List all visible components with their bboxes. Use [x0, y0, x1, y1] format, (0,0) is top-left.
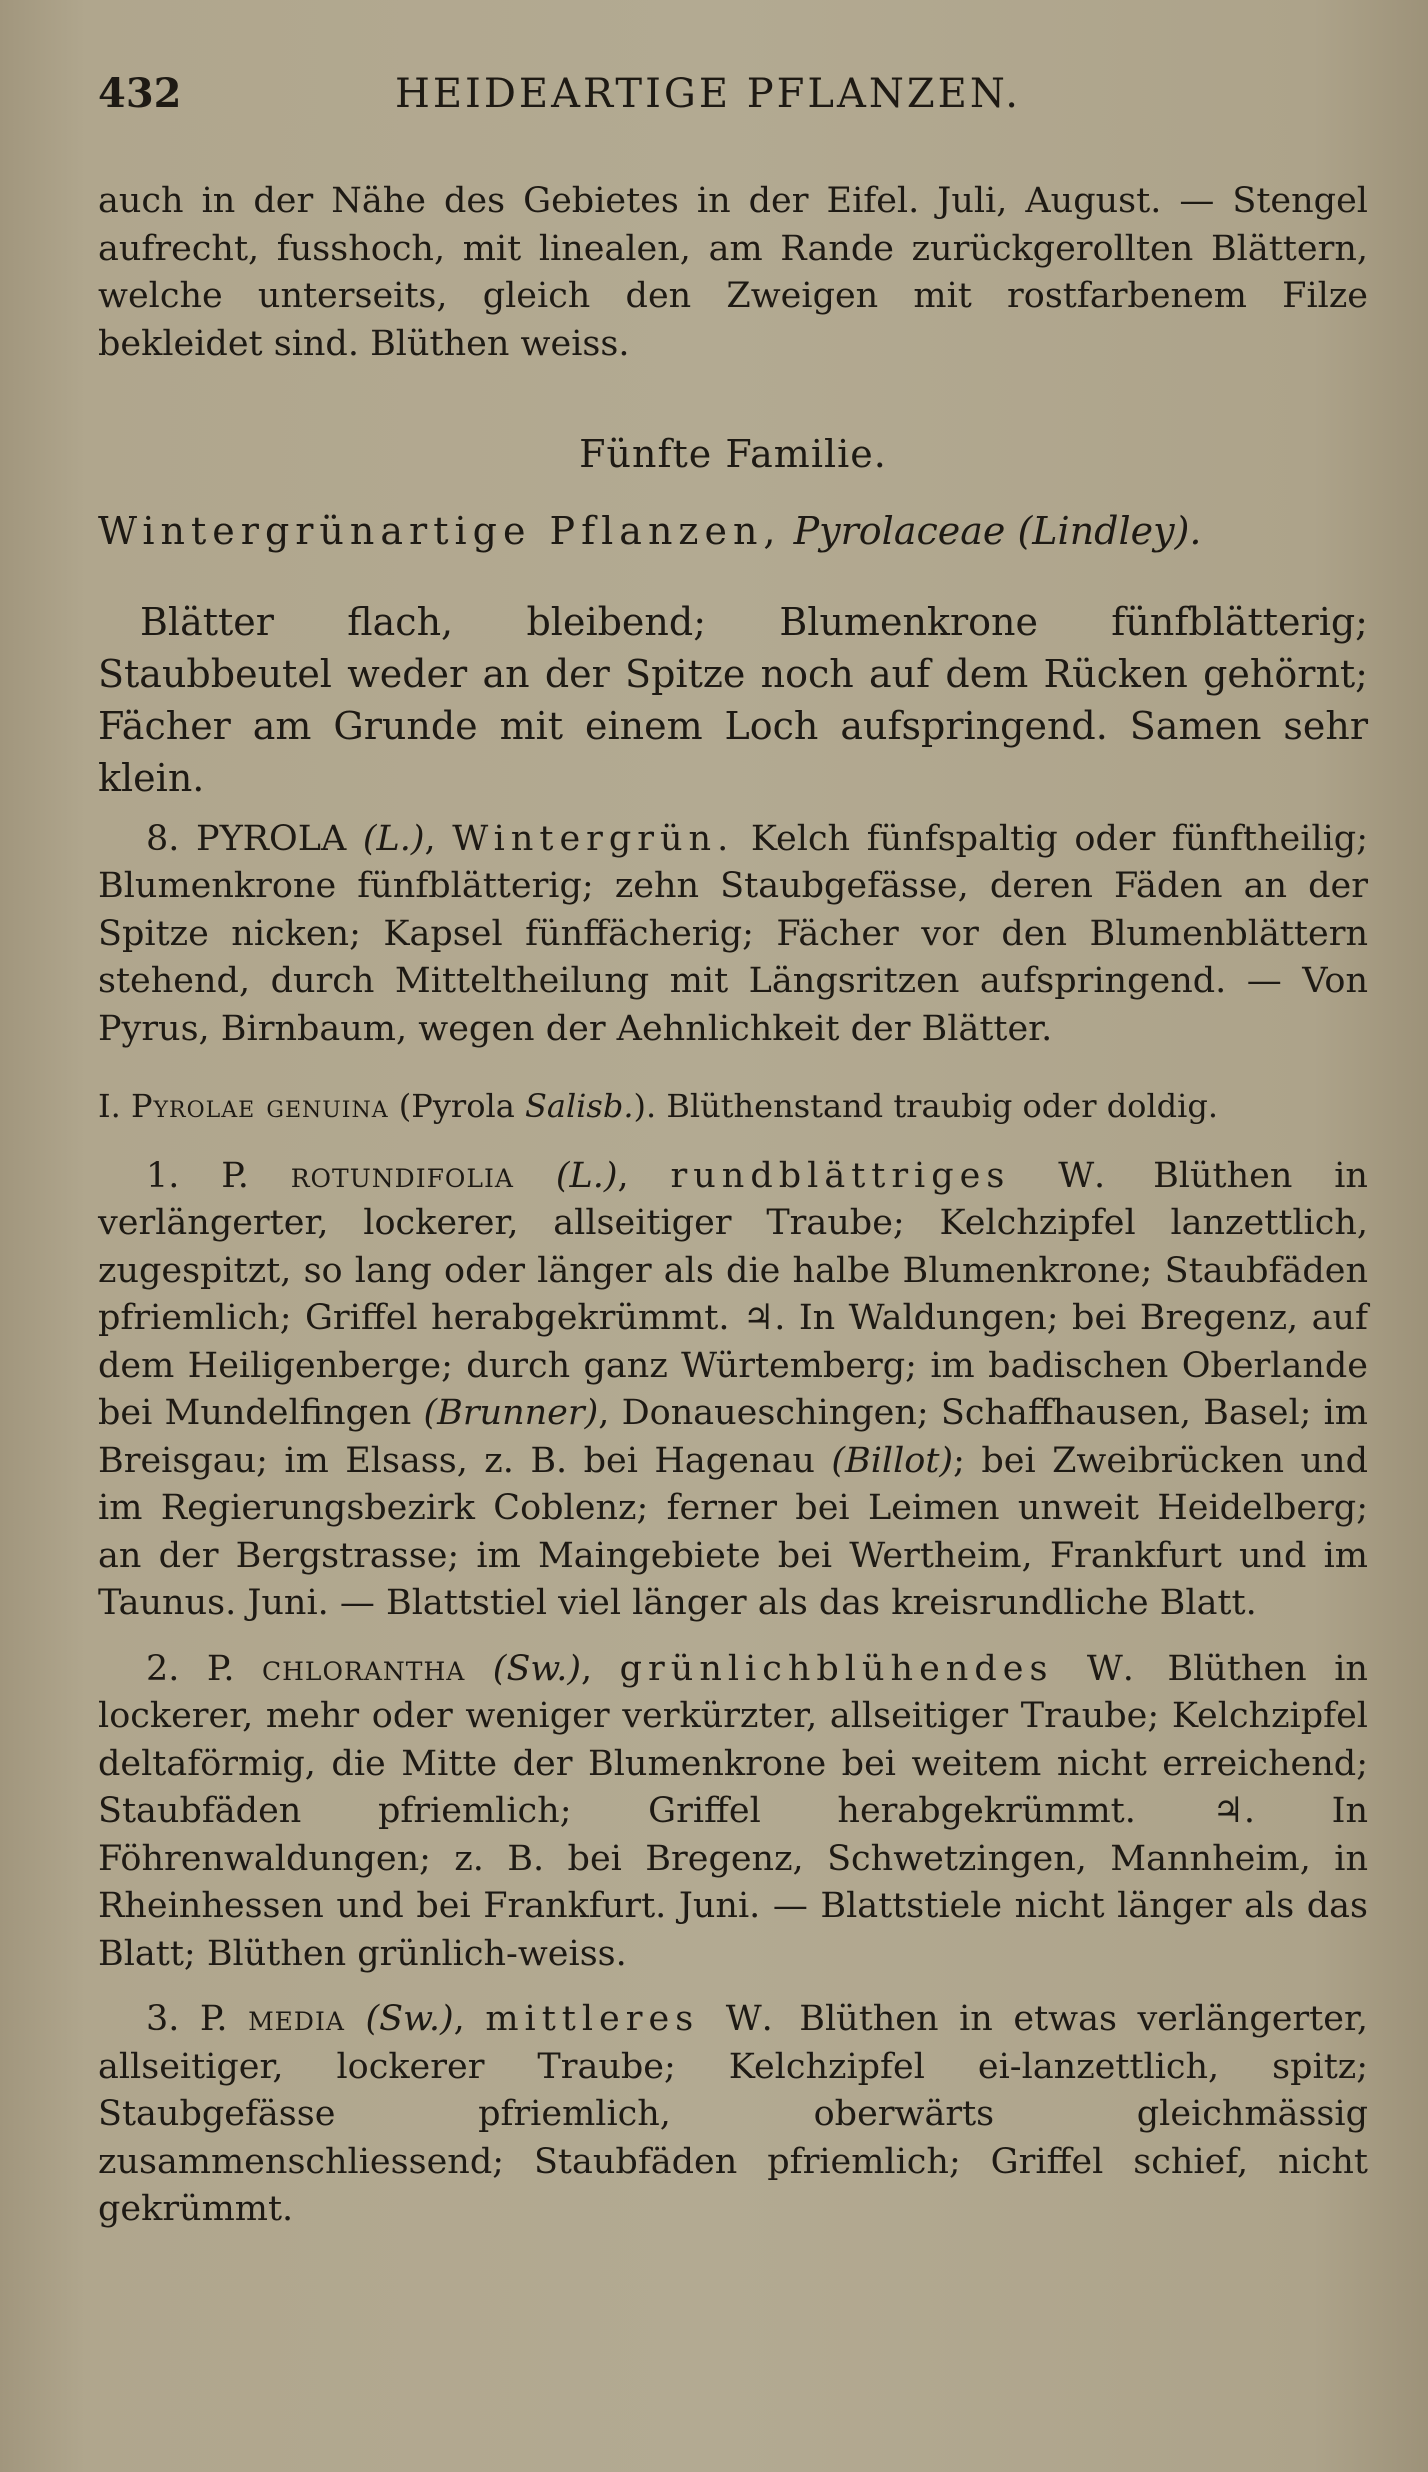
section-synonym-post: ). — [633, 1087, 657, 1125]
species-text: , Donaueschingen; Schaffhausen, Basel; im Breisgau; im Elsass, z. B. bei Hagenau — [98, 1393, 1368, 1481]
family-heading: Fünfte Familie. — [579, 432, 887, 476]
species-entry: 1. P. rotundifolia (L.), rundblättriges W. Blüthen in verlängerter, lockerer, allseitiger Traube; Kelchzipfel lanzettlich, zugespitzt, so lang oder länger als die halbe Blumenkrone; Staubfäden pfriemlich; Griffel herabgekrümmt. ♃. In Waldungen; bei Bregenz, auf dem Heiligenberge; durch ganz Würtemberg; im badischen Oberlande bei Mundelfingen (Brunner), Donaueschingen; Schaffhausen, Basel; im Breisgau; im Elsass, z. B. bei Hagenau (Billot); bei Zweibrücken und im Regierungsbezirk Coblenz; ferner bei Leimen unweit Heidelberg; an der Bergstrasse; im Maingebiete bei Wertheim, Frankfurt und im Taunus. Juni. — Blattstiel viel länger als das kreisrundliche Blatt. — [98, 1155, 1368, 1623]
species-number: 3. P. — [146, 1999, 228, 2039]
species-authority: (Sw.) — [492, 1648, 582, 1689]
section-heading — [98, 1083, 1368, 1131]
collector-name: (Brunner) — [423, 1393, 599, 1433]
species-text: Blüthen in etwas verlängerter, allseitiger, lockerer Traube; Kelchzipfel ei-lanzettlich, spitz; Staubgefässe pfriemlich, oberwärts gleichmässig zusammenschliessend; Staubfäden pfriemlich; Griffel schief, nicht gekrümmt. — [98, 1999, 1368, 2229]
species-authority: (L.) — [555, 1155, 618, 1196]
genus-name: PYROLA — [196, 818, 347, 859]
family-latin: Pyrolaceae (Lindley). — [793, 509, 1202, 553]
intro-paragraph: auch in der Nähe des Gebietes in der Eifel. Juli, August. — Stengel aufrecht, fusshoch, mit linealen, am Rande zurückgerollten Blättern, welche unterseits, gleich den Zweigen mit rostfarbenem Filze bekleidet sind. Blüthen weiss. — [98, 181, 1368, 364]
genus-common: Wintergrün. — [452, 818, 735, 859]
species-number: 2. P. — [146, 1648, 235, 1689]
running-head: HEIDEARTIGE PFLANZEN. — [394, 71, 1022, 117]
section-synonym-auth: Salisb. — [524, 1087, 634, 1125]
genus-authority: (L.) — [362, 818, 425, 859]
species-common: grünlichblühendes W. — [619, 1648, 1140, 1689]
collector-name: (Billot) — [831, 1440, 954, 1481]
page-header — [98, 70, 1368, 130]
family-name: Wintergrünartige Pflanzen, — [98, 509, 782, 553]
section-name: Pyrolae genuina — [130, 1087, 389, 1125]
species-entry: 2. P. chlorantha (Sw.), grünlichblühendes W. Blüthen in lockerer, mehr oder weniger verkürzter, allseitiger Traube; Kelchzipfel deltaförmig, die Mitte der Blumenkrone bei weitem nicht erreichend; Staubfäden pfriemlich; Griffel herabgekrümmt. ♃. In Föhrenwaldungen; z. B. bei Bregenz, Schwetzingen, Mannheim, in Rheinhessen und bei Frankfurt. Juni. — Blattstiele nicht länger als das Blatt; Blüthen grünlich-weiss. — [98, 1648, 1368, 1974]
species-authority: (Sw.) — [365, 1999, 454, 2039]
section-synonym-pre: (Pyrola — [398, 1087, 515, 1125]
section-text: Blüthenstand traubig oder doldig. — [666, 1087, 1219, 1125]
species-common: rundblättriges W. — [670, 1155, 1112, 1196]
species-number: 1. P. — [146, 1155, 249, 1196]
family-description: Blätter flach, bleibend; Blumenkrone fünfblätterig; Staubbeutel weder an der Spitze noch auf dem Rücken gehörnt; Fächer am Grunde mit einem Loch aufspringend. Samen sehr klein. — [98, 599, 1368, 800]
genus-entry: 8. PYROLA (L.), Wintergrün. Kelch fünfspaltig oder fünftheilig; Blumenkrone fünfblätterig; zehn Staubgefässe, deren Fäden an der Spitze nicken; Kapsel fünffächerig; Fächer vor den Blumenblättern stehend, durch Mitteltheilung mit Längsritzen aufspringend. — Von Pyrus, Birnbaum, wegen der Aehnlichkeit der Blätter. — [98, 818, 1368, 1049]
genus-number: 8. — [146, 818, 180, 859]
page-number: 432 — [98, 70, 182, 117]
species-text: ; bei Zweibrücken und im Regierungsbezirk Coblenz; ferner bei Leimen unweit Heidelberg; an der Bergstrasse; im Maingebiete bei Wertheim, Frankfurt und im Taunus. Juni. — Blattstiel viel länger als das kreisrundliche Blatt. — [98, 1440, 1368, 1623]
family-name-line — [98, 508, 1368, 556]
species-text: Blüthen in verlängerter, lockerer, allseitiger Traube; Kelchzipfel lanzettlich, zugespitzt, so lang oder länger als die halbe Blumenkrone; Staubfäden pfriemlich; Griffel herabgekrümmt. ♃. In Waldungen; bei Bregenz, auf dem Heiligenberge; durch ganz Würtemberg; im badischen Oberlande bei Mundelfingen — [98, 1155, 1368, 1433]
species-text: Blüthen in lockerer, mehr oder weniger verkürzter, allseitiger Traube; Kelchzipfel deltaförmig, die Mitte der Blumenkrone bei weitem nicht erreichend; Staubfäden pfriemlich; Griffel herabgekrümmt. ♃. In Föhrenwaldungen; z. B. bei Bregenz, Schwetzingen, Mannheim, in Rheinhessen und bei Frankfurt. Juni. — Blattstiele nicht länger als das Blatt; Blüthen grünlich-weiss. — [98, 1648, 1368, 1974]
species-common: mittleres W. — [485, 1999, 779, 2039]
species-epithet: media — [248, 1999, 345, 2039]
species-epithet: chlorantha — [261, 1648, 466, 1689]
species-entry: 3. P. media (Sw.), mittleres W. Blüthen in etwas verlängerter, allseitiger, lockerer Traube; Kelchzipfel ei-lanzettlich, spitz; Staubgefässe pfriemlich, oberwärts gleichmässig zusammenschliessend; Staubfäden pfriemlich; Griffel schief, nicht gekrümmt. — [98, 1999, 1368, 2229]
species-epithet: rotundifolia — [290, 1155, 514, 1196]
section-numeral: I. — [98, 1087, 121, 1125]
genus-text: Kelch fünfspaltig oder fünftheilig; Blumenkrone fünfblätterig; zehn Staubgefässe, deren Fäden an der Spitze nicken; Kapsel fünffächerig; Fächer vor den Blumenblättern stehend, durch Mitteltheilung mit Längsritzen aufspringend. — Von Pyrus, Birnbaum, wegen der Aehnlichkeit der Blätter. — [98, 818, 1368, 1049]
